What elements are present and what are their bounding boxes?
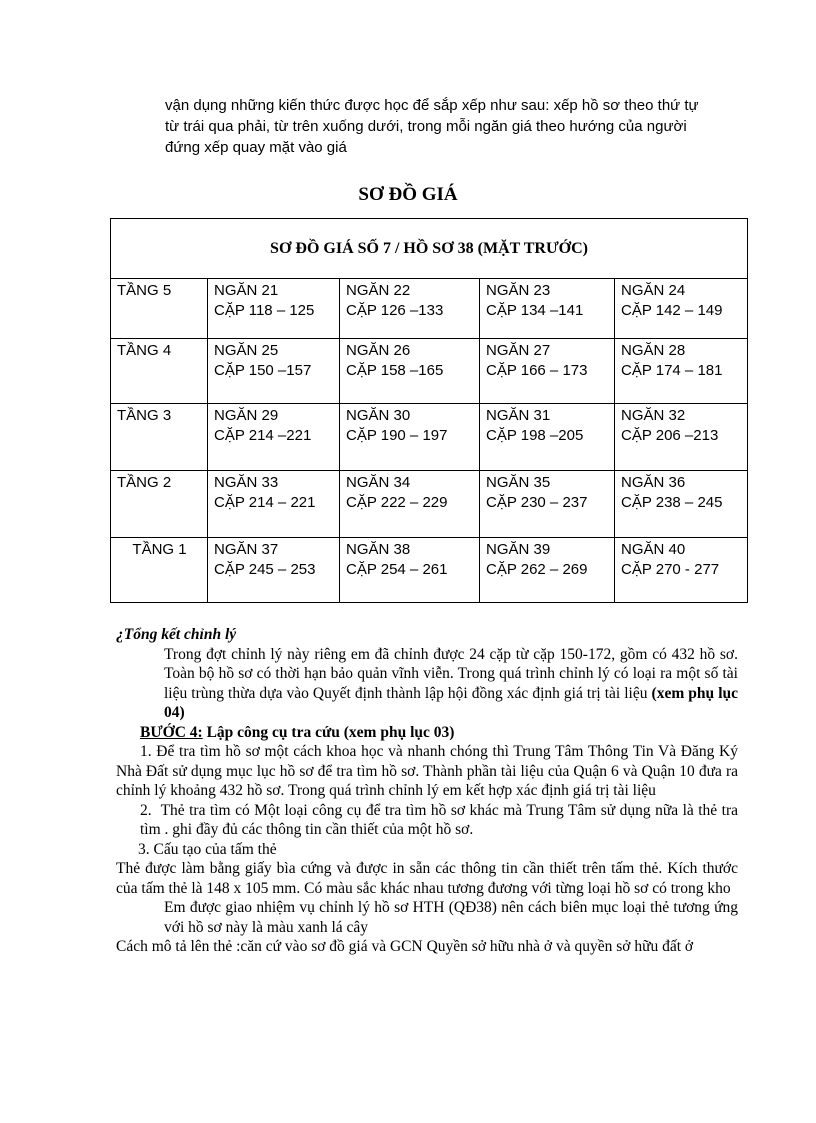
drawer-cell [208,471,340,538]
case-range: CẶP 270 - 277 [621,561,720,578]
case-range: CẶP 230 – 237 [486,494,588,511]
drawer-cell [340,404,480,471]
drawer-cell [208,404,340,471]
drawer-label: NGĂN 30 [346,407,411,424]
summary-reference: (xem phụ lục 04) [164,684,738,721]
drawer-label: NGĂN 35 [486,474,551,491]
drawer-cell [615,404,748,471]
table-header: SƠ ĐỒ GIÁ SỐ 7 / HỒ SƠ 38 (MẶT TRƯỚC) [111,219,748,279]
summary-heading: ¿Tổng kết chỉnh lý [116,626,237,643]
drawer-label: NGĂN 36 [621,474,686,491]
drawer-cell [340,471,480,538]
intro-line: vận dụng những kiến thức được học để sắp xếp như sau: xếp hồ sơ theo thứ tự [165,97,699,114]
drawer-label: NGĂN 31 [486,407,551,424]
shelf-diagram-table [110,218,748,603]
drawer-label: NGĂN 38 [346,541,411,558]
document-body [116,625,738,957]
case-range: CẶP 134 –141 [486,302,584,319]
case-range: CẶP 198 –205 [486,427,584,444]
case-range: CẶP 206 –213 [621,427,719,444]
case-range: CẶP 126 –133 [346,302,444,319]
case-range: CẶP 245 – 253 [214,561,316,578]
drawer-cell [615,471,748,538]
case-range: CẶP 158 –165 [346,362,444,379]
drawer-label: NGĂN 22 [346,282,411,299]
case-range: CẶP 214 –221 [214,427,312,444]
tier-label: TẦNG 2 [111,471,208,538]
drawer-label: NGĂN 25 [214,342,279,359]
tier-label: TẦNG 4 [111,339,208,404]
drawer-label: NGĂN 21 [214,282,279,299]
intro-line: đứng xếp quay mặt vào giá [165,139,347,156]
drawer-label: NGĂN 29 [214,407,279,424]
drawer-label: NGĂN 27 [486,342,551,359]
table-row [111,404,748,471]
case-range: CẶP 190 – 197 [346,427,448,444]
drawer-cell [208,339,340,404]
drawer-cell [340,538,480,603]
intro-paragraph [165,95,739,158]
drawer-cell [480,538,615,603]
table-row [111,279,748,339]
case-range: CẶP 262 – 269 [486,561,588,578]
step4-title: Lập công cụ tra cứu (xem phụ lục 03) [202,723,455,741]
drawer-label: NGĂN 26 [346,342,411,359]
drawer-label: NGĂN 28 [621,342,686,359]
case-range: CẶP 166 – 173 [486,362,588,379]
drawer-cell [340,339,480,404]
table-row [111,471,748,538]
step4-label: BƯỚC 4: [140,723,203,741]
drawer-cell [480,339,615,404]
case-range: CẶP 174 – 181 [621,362,723,379]
tier-label: TẦNG 1 [111,538,208,603]
drawer-cell [480,404,615,471]
step4-heading [116,723,738,743]
table-row [111,339,748,404]
case-range: CẶP 238 – 245 [621,494,723,511]
drawer-label: NGĂN 39 [486,541,551,558]
case-range: CẶP 150 –157 [214,362,312,379]
step4-item-1: 1. Để tra tìm hồ sơ một cách khoa học và nhanh chóng thì Trung Tâm Thông Tin Và Đăng Ký Nhà Đất sử dụng mục lục hồ sơ để tra tìm hồ sơ. Thành phần tài liệu của Quận 6 và Quận 10 đưa ra chỉnh lý khoảng 432 hồ sơ. Trong quá trình chỉnh lý em kết hợp xác định giá trị tài liệu [116,743,738,799]
drawer-label: NGĂN 37 [214,541,279,558]
case-range: CẶP 254 – 261 [346,561,448,578]
drawer-cell [480,279,615,339]
drawer-cell [615,538,748,603]
tier-label: TẦNG 5 [111,279,208,339]
case-range: CẶP 222 – 229 [346,494,448,511]
section-title: SƠ ĐỒ GIÁ [358,184,458,205]
task-paragraph: Em được giao nhiệm vụ chỉnh lý hồ sơ HTH (QĐ38) nên cách biên mục loại thẻ tương ứng với hồ sơ này là màu xanh lá cây [164,899,738,936]
step4-item-3: 3. Cấu tạo của tấm thẻ [138,840,277,858]
case-range: CẶP 142 – 149 [621,302,723,319]
case-range: CẶP 118 – 125 [214,302,315,319]
drawer-label: NGĂN 23 [486,282,551,299]
table-row [111,538,748,603]
method-paragraph: Cách mô tả lên thẻ :căn cứ vào sơ đồ giá và GCN Quyền sở hữu nhà ở và quyền sở hữu đất ở [116,938,694,955]
drawer-cell [340,279,480,339]
drawer-label: NGĂN 40 [621,541,686,558]
drawer-cell [615,279,748,339]
drawer-cell [480,471,615,538]
tier-label: TẦNG 3 [111,404,208,471]
drawer-label: NGĂN 32 [621,407,686,424]
summary-paragraph: Trong đợt chỉnh lý này riêng em đã chỉnh được 24 cặp từ cặp 150-172, gồm có 432 hồ sơ. Toàn bộ hồ sơ có thời hạn bảo quản vĩnh viễn. Trong quá trình chỉnh lý có loại ra một số tài liệu trùng thừa dựa vào Quyết định thành lập hội đồng xác định giá trị tài liệu (xem phụ lục 04) [164,645,738,721]
drawer-cell [615,339,748,404]
card-description: Thẻ được làm bằng giấy bìa cứng và được in sẵn các thông tin cần thiết trên tấm thẻ. Kích thước của tấm thẻ là 148 x 105 mm. Có màu sắc khác nhau tương đương với từng loại hồ sơ có trong kho [116,860,738,897]
drawer-cell [208,279,340,339]
step4-item-2: 2. Thẻ tra tìm có Một loại công cụ để tra tìm hồ sơ khác mà Trung Tâm sử dụng nữa là thẻ tra tìm . ghi đầy đủ các thông tin cần thiết của một hồ sơ. [140,801,738,838]
drawer-label: NGĂN 24 [621,282,686,299]
case-range: CẶP 214 – 221 [214,494,316,511]
drawer-label: NGĂN 34 [346,474,411,491]
intro-line: từ trái qua phải, từ trên xuống dưới, trong mỗi ngăn giá theo hướng của người [165,118,687,135]
drawer-label: NGĂN 33 [214,474,279,491]
drawer-cell [208,538,340,603]
